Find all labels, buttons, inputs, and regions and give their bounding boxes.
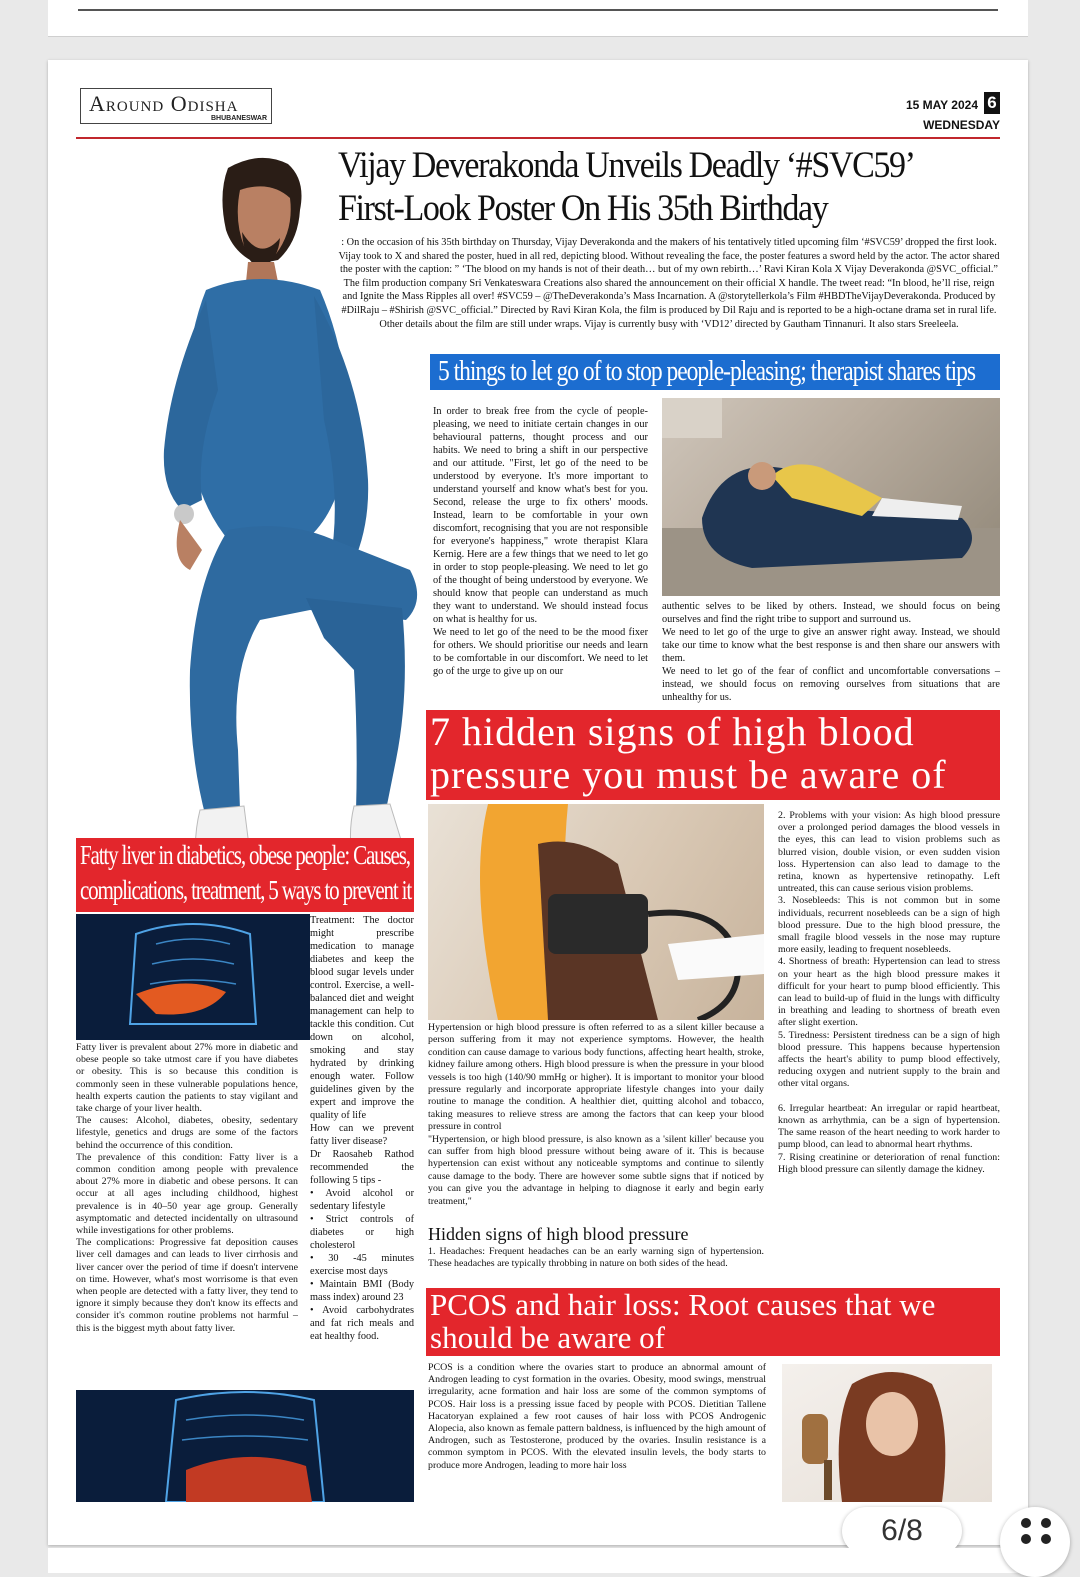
- liver-anatomy-illustration: [76, 1390, 414, 1502]
- logo-text: Around Odisha: [89, 91, 239, 116]
- masthead-logo: [80, 88, 272, 124]
- relaxing-woman-illustration: [662, 398, 1000, 596]
- hair-loss-illustration: [782, 1364, 992, 1502]
- liver-scan-image: [76, 914, 310, 1040]
- lead-body: : On the occasion of his 35th birthday on Thursday, Vijay Deverakonda and the makers of his tentatively titled upcoming film ‘#SVC59’ dropped the first look. Vijay took to X and shared the poster, hued in all red, depicting blood. Without revealing the face, the poster features a sword held by the actor. The actor shared the poster with the caption: ” ‘The blood on my hands is not of their death… but of my own rebirth…’ Ravi Kiran Kola X Vijay Deverakonda @SVC_official.” The film production company Sri Venkateswara Creations also shared the announcement on their official X handle. The tweet read: “In blood, he’ll rise, reign and Ignite the Mass Ripples all over! #SVC59 – @TheDeverakonda’s Mass Incarnation. A @storytellerkola’s Film #HBDTheVijayDeverakonda. Produced by #DilRaju – #Shirish @SVC_official.” Directed by Ravi Kiran Kola, the film is produced by Dil Raju and is reported to be a high-octane drama set in rural life. Other details about the film are still under wraps. Vijay is currently busy with ‘VD12’ directed by Gautham Tinnanuri. It also stars Sreeleela.: [338, 237, 1000, 330]
- fatty-liver-treatment: Treatment: The doctor might prescribe medication to manage diabetes and keep the blood sugar levels under control. Exercise, a well-balanced diet and weight management can help to tackle this condition. Cut down on alcohol, smoking and stay hydrated by drinking enough water. Follow guidelines given by the expert and improve the quality of life How can we prevent fatty liver disease? Dr Raosaheb Rathod recommended the following 5 tips - • Avoid alcohol or sedentary lifestyle • Strict controls of diabetes or high cholesterol • 30 -45 minutes exercise most days • Maintain BMI (Body mass index) around 23 • Avoid carbohydrates and fat rich meals and eat healthy food.: [310, 915, 414, 1342]
- page-number-box: 6: [984, 92, 1000, 114]
- people-pleasing-col2: authentic selves to be liked by others. Instead, we should focus on being ourselves and find the right tribe to support and surround us. We need to let go of the urge to give an answer right away. Instead, we should take our time to know what the best response is and then share our answers with them. We need to let go of the fear of conflict and uncomfortable conversations – instead, we should focus on removing ourselves from situations that are unhealthy for us.: [662, 601, 1000, 703]
- blood-pressure-illustration: [428, 804, 764, 1020]
- lead-headline: Vijay Deverakonda Unveils Deadly ‘#SVC59’ First-Look Poster On His 35th Birthday: [338, 145, 913, 229]
- previous-page-edge: [48, 0, 1028, 37]
- liver-anatomy-image: [76, 1390, 414, 1502]
- liver-scan-illustration: [76, 914, 310, 1040]
- people-pleasing-col1: In order to break free from the cycle of people-pleasing, we need to initiate certain changes in our behavioural patterns, thought process and our habits. We need to bring a shift in our perspective and our attitude. "First, let go of the need to be understood by everyone. It's more important to understand yourself and know what's best for you. Second, release the urge to fix others' moods. Instead, learn to be comfortable in your own discomfort, recognising that you are not responsible for everyone's happiness," wrote therapist Klara Kernig. Here are a few things that we need to let go in order to stop people-pleasing. We need to let go of the thought of being understood by everyone. We should know that people can understand as much they want to understand. We should instead focus on what is healthy for us. We need to let go of the need to be the mood fixer for others. We should prioritise our needs and learn to be comfortable in our discomfort. We need to let go of the urge to give up on our: [433, 406, 648, 677]
- logo-city: BHUBANESWAR: [211, 115, 267, 122]
- fatty-liver-headline-line2: complications, treatment, 5 ways to prevent it: [80, 875, 412, 905]
- fatty-liver-headline-line1: Fatty liver in diabetics, obese people: Causes,: [80, 840, 410, 870]
- masthead-rule: [76, 137, 1000, 139]
- fatty-liver-headline: [76, 838, 414, 912]
- newspaper-page[interactable]: [48, 60, 1028, 1545]
- blood-pressure-signs: 2. Problems with your vision: As high blood pressure over a prolonged period damages the blood vessels in the eyes, this can lead to vision problems such as blurred vision, double vision, or even sudden vision loss. Hypertension can also lead to damage to the retina, known as hypertensive retinopathy. Left untreated, this can cause serious vision problems. 3. Nosebleeds: This is not common but in some individuals, recurrent nosebleeds can be a sign of high blood pressure. Due to the high blood pressure, the small fragile blood vessels in the nose may rupture more easily, leading to frequent nosebleeds. 4. Shortness of breath: Hypertension can lead to stress on your heart as the high blood pressure makes it difficult for your heart to pump blood efficiently. This can lead to build-up of fluid in the lungs with difficulty in breathing and leading to shortness of breath even after slight exertion. 5. Tiredness: Persistent tiredness can be a sign of high blood pressure. This happens because hypertension affects the heart's ability to pump blood effectively, reducing oxygen and nutrient supply to the brain and other vital organs. 6. Irregular heartbeat: An irregular or rapid heartbeat, known as arrhythmia, can be a sign of hypertension. The same reason of the heart needing to work harder to pump blood, can lead to abnormal heart rhythms. 7. Rising creatinine or deterioration of renal function: High blood pressure can silently damage the kidney.: [778, 810, 1000, 1175]
- viewer-menu-button[interactable]: [1000, 1507, 1070, 1577]
- blood-pressure-sign1: 1. Headaches: Frequent headaches can be an early warning sign of hypertension. These headaches are typically throbbing in nature on both sides of the head.: [428, 1246, 764, 1270]
- blood-pressure-photo: [428, 804, 764, 1020]
- people-pleasing-headline: 5 things to let go of to stop people-pleasing; therapist shares tips: [430, 354, 1000, 390]
- hair-loss-photo: [782, 1364, 992, 1502]
- actor-photo: [110, 150, 430, 910]
- previous-page-rule: [78, 9, 998, 11]
- page-indicator[interactable]: 6/8: [842, 1507, 962, 1555]
- blood-pressure-intro: Hypertension or high blood pressure is often referred to as a silent killer because a person suffering from it may not experience symptoms. However, the health condition can cause damage to various body functions, affecting heart health, stroke, kidney failure among others. High blood pressure is when the pressure in your blood vessels is too high (140/90 mmHg or higher). It is important to monitor your blood pressure regularly and incorporate appropriate lifestyle changes into your daily routine to manage the condition. A healthier diet, quitting alcohol and tobacco, taking measures to relieve stress are among the factors that can keep your blood pressure in control "Hypertension, or high blood pressure, is also known as a 'silent killer' because you can suffer from high blood pressure without being aware of it. This is because hypertension can exist without any noticeable symptoms and continue to silently cause damage to the body. There are however some subtle signs that if noticed by you can give you the advantage in helping to diagnose it early and begin early treatment,": [428, 1022, 764, 1207]
- pcos-headline: PCOS and hair loss: Root causes that we should be aware of: [426, 1288, 1000, 1356]
- blood-pressure-headline: 7 hidden signs of high blood pressure you must be aware of: [426, 710, 1000, 800]
- relaxing-woman-photo: [662, 398, 1000, 596]
- fatty-liver-body: Fatty liver is prevalent about 27% more in diabetic and obese people so take utmost care if you have diabetes or obesity. This is so because this condition is commonly seen in these vulnerable populations hence, health experts caution the patients to stay vigilant and take charge of your liver health. The causes: Alcohol, diabetes, obesity, sedentary lifestyle, genetics and drugs are some of the factors behind the occurrence of this condition. The prevalence of this condition: Fatty liver is a common condition among people with prevalence about 27% more in diabetic and obese persons. It can occur at all ages including childhood, highest prevalence is in 40–50 year age group. Generally asymptomatic and detected incidentally on ultrasound while investigations for other problems. The complications: Progressive fat deposition causes liver cell damages and can leads to liver cirrhosis and liver cancer over the period of time if doesn't intervene on time. However, what's most worrisome is that even when people are detected with a fatty liver, they tend to ignore it simply because they don't know its effects and consider it's common routine problems not harmful – this is the biggest myth about fatty liver.: [76, 1042, 298, 1334]
- issue-date: 15 MAY 2024: [905, 98, 978, 112]
- blood-pressure-subhead: Hidden signs of high blood pressure: [428, 1224, 689, 1244]
- issue-day: WEDNESDAY: [923, 118, 1000, 132]
- grid-dots-icon: [1020, 1517, 1054, 1557]
- next-page-edge: [48, 1548, 1028, 1573]
- pcos-body: PCOS is a condition where the ovaries start to produce an abnormal amount of Androgen leading to cyst formation in the ovaries. Obesity, mood swings, menstrual irregularity, acne formation and hair loss are some of the common symptoms of PCOS. Hair loss is a pressing issue faced by people with PCOS. Dietitian Tallene Hacatoryan explained a few root causes of hair loss with PCOS Androgenic Alopecia, also known as female pattern baldness, is influenced by the high amount of Androgen, such as Testosterone, produced by the ovaries. Insulin resistance is a common symptom in PCOS. With the elevated insulin levels, the body starts to produce more Androgen, leading to more hair loss: [428, 1362, 766, 1471]
